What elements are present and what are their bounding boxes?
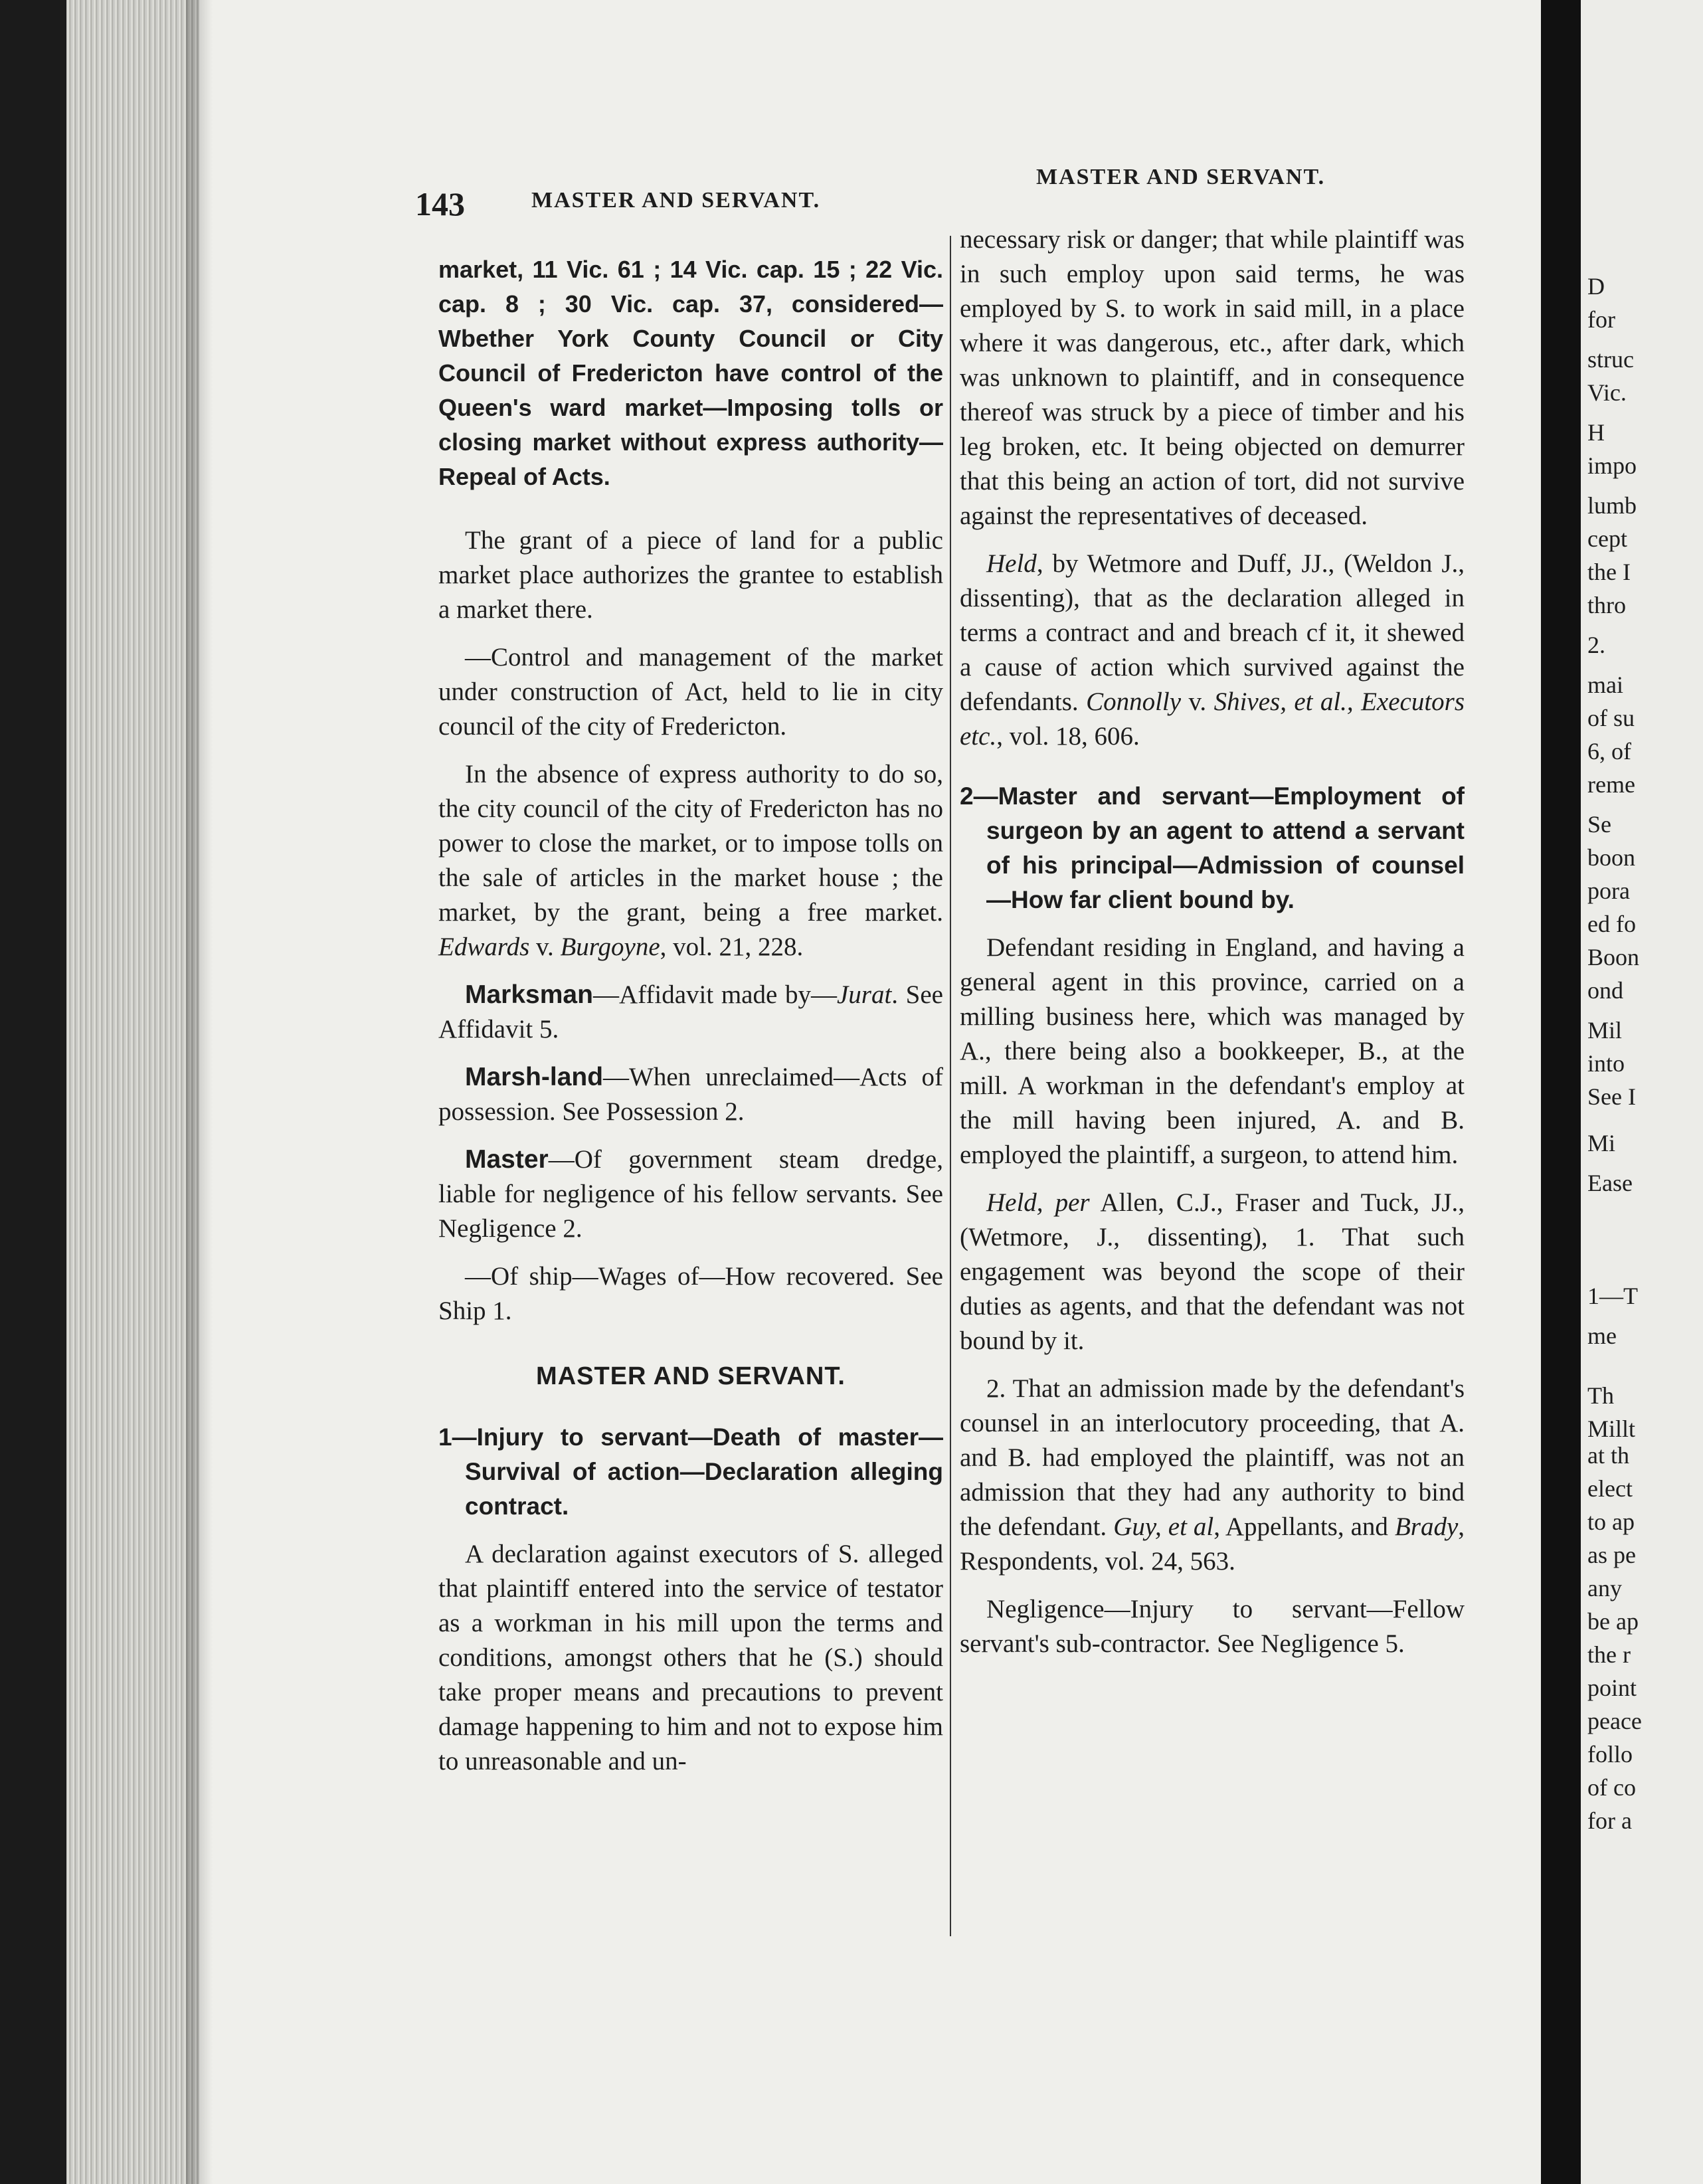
citation-tail: , vol. 18, 606. xyxy=(996,722,1140,751)
case-name: Guy, et al xyxy=(1113,1512,1214,1541)
facing-page-text: to ap xyxy=(1587,1508,1635,1535)
facing-page-text: 6, of xyxy=(1587,738,1631,765)
paragraph: —Control and management of the market under construction of Act, held to lie in city council of the city of Fredericton. xyxy=(438,643,943,741)
subheading: 1—Injury to servant—Death of master—Survival of action—Declaration alleging contract. xyxy=(438,1423,943,1520)
paragraph-text: 2. That an admission made by the defendant's counsel in an interlocutory proceeding, that A. and B. had employed the plaintiff, was not an admission that they had any authority to bind the defendant. xyxy=(960,1374,1465,1541)
case-name: Shives, et al., Executors etc. xyxy=(960,687,1465,751)
facing-page-text: any xyxy=(1587,1575,1622,1601)
facing-page-text: peace xyxy=(1587,1708,1642,1734)
facing-page-text: the I xyxy=(1587,559,1631,585)
facing-page-text: be ap xyxy=(1587,1608,1639,1635)
book-gutter xyxy=(1541,0,1581,2184)
page-shadow xyxy=(186,0,213,2184)
entry-label: Master xyxy=(465,1145,549,1174)
facing-page-text: ed fo xyxy=(1587,911,1636,937)
case-name: Burgoyne xyxy=(560,933,660,961)
facing-page-text: ond xyxy=(1587,977,1623,1004)
entry-label: Marksman xyxy=(465,980,593,1009)
right-column xyxy=(960,223,1465,1675)
citation-tail: , vol. 21, 228. xyxy=(660,933,804,961)
column-rule xyxy=(950,236,951,1936)
facing-page-text: for a xyxy=(1587,1807,1632,1834)
index-entry xyxy=(438,1060,943,1129)
citation-v: v. xyxy=(529,933,561,961)
paragraph: A declaration against executors of S. alleged that plaintiff entered into the service of testator as a workman in his mill upon the terms and conditions, amongst others that he (S.) should take proper means and precautions to prevent damage happening to him and not to expose him to unreasonable and un- xyxy=(438,1540,943,1775)
paragraph xyxy=(960,1186,1465,1358)
paragraph xyxy=(438,757,943,964)
entry-text: . See Affidavit 5. xyxy=(438,980,943,1044)
facing-page-text: cept xyxy=(1587,525,1627,552)
facing-page-text: boon xyxy=(1587,844,1635,871)
citation-v: v. xyxy=(1181,687,1214,716)
entry-text: —Affidavit made by— xyxy=(592,980,837,1009)
index-entry xyxy=(438,1142,943,1246)
left-column xyxy=(438,252,943,1792)
facing-page-text: Mil xyxy=(1587,1017,1623,1044)
citation-mid: , Appellants, and xyxy=(1213,1512,1395,1541)
index-entry: Negligence—Injury to servant—Fellow servant's sub-contractor. See Negligence 5. xyxy=(960,1595,1465,1658)
facing-page-fragment xyxy=(1581,0,1703,2184)
facing-page-text: Th xyxy=(1587,1382,1614,1409)
facing-page-text: See I xyxy=(1587,1083,1636,1110)
facing-page-text: Boon xyxy=(1587,944,1640,970)
index-entry: —Of ship—Wages of—How recovered. See Ship 1. xyxy=(438,1262,943,1325)
case-name: Brady xyxy=(1394,1512,1459,1541)
facing-page-text: follo xyxy=(1587,1741,1633,1768)
paragraph xyxy=(960,1372,1465,1579)
entry-text: —When unreclaimed—Acts of possession. See Possession 2. xyxy=(438,1063,943,1126)
held-word: Held, per xyxy=(986,1188,1090,1217)
facing-page-text: reme xyxy=(1587,771,1635,798)
running-head-left: MASTER AND SERVANT. xyxy=(531,188,821,213)
facing-page-text: mai xyxy=(1587,672,1623,698)
paragraph xyxy=(960,547,1465,754)
paragraph: necessary risk or danger; that while plaintiff was in such employ upon said terms, he was employed by S. to work in said mill, in a place where it was dangerous, etc., after dark, which was unknown to plaintiff, and in consequence thereof was struck by a piece of timber and his leg broken, etc. It being objected on demurrer that this being an action of tort, did not survive against the representatives of deceased. xyxy=(960,225,1465,530)
entry-text: —Of government steam dredge, liable for negligence of his fellow servants. See Negligence 2. xyxy=(438,1145,943,1243)
facing-page-text: as pe xyxy=(1587,1542,1636,1568)
paragraph-text: In the absence of express authority to do so, the city council of the city of Fredericton has no power to close the market, or to impose tolls on the sale of articles in the market house ; the market, by the grant, being a free market. xyxy=(438,760,943,927)
facing-page-text: Mi xyxy=(1587,1130,1616,1156)
facing-page-text: thro xyxy=(1587,592,1626,618)
facing-page-text: H xyxy=(1587,419,1605,446)
facing-page-text: point xyxy=(1587,1675,1637,1701)
entry-italic: Jurat xyxy=(836,980,892,1009)
running-head-right: MASTER AND SERVANT. xyxy=(1036,165,1326,189)
case-name: Connolly xyxy=(1086,687,1182,716)
facing-page-text: lumb xyxy=(1587,492,1637,519)
facing-page-text: Vic. xyxy=(1587,379,1627,406)
case-name: Edwards xyxy=(438,933,530,961)
facing-page-text: at th xyxy=(1587,1442,1629,1469)
facing-page-text: the r xyxy=(1587,1641,1631,1668)
facing-page-text: impo xyxy=(1587,452,1637,479)
facing-page-text: D xyxy=(1587,273,1605,300)
facing-page-text: me xyxy=(1587,1322,1617,1349)
facing-page-text: Millt xyxy=(1587,1415,1636,1442)
paragraph-text: Allen, C.J., Fraser and Tuck, JJ., (Wetmore, J., dissenting), 1. That such engagement was beyond the scope of their duties as agents, and that the defendant was not bound by it. xyxy=(960,1188,1465,1355)
page-number: 143 xyxy=(415,185,465,223)
facing-page-text: Ease xyxy=(1587,1170,1633,1196)
entry-label: Marsh-land xyxy=(465,1063,604,1091)
paragraph-text: , by Wetmore and Duff, JJ., (Weldon J., dissenting), that as the declaration alleged in terms a contract and and breach cf it, it shewed a cause of action which survived against the defendants. xyxy=(960,549,1465,716)
facing-page-text: into xyxy=(1587,1050,1625,1077)
facing-page-text: pora xyxy=(1587,877,1630,904)
page-stack-edge xyxy=(66,0,199,2184)
citation-tail: , Respondents, vol. 24, 563. xyxy=(960,1512,1465,1576)
facing-page-text: for xyxy=(1587,306,1615,333)
continued-heading: market, 11 Vic. 61 ; 14 Vic. cap. 15 ; 22 Vic. cap. 8 ; 30 Vic. cap. 37, considered—Wbether York County Council or City Council of Fredericton have control of the Queen's ward market—Imposing tolls or closing market without express authority—Repeal of Acts. xyxy=(438,256,943,490)
facing-page-text: 2. xyxy=(1587,632,1605,658)
paragraph: Defendant residing in England, and having a general agent in this province, carried on a milling business here, which was managed by A., there being also a bookkeeper, B., at the mill. A workman in the defendant's employ at the mill having been injured, A. and B. employed the plaintiff, a surgeon, to attend him. xyxy=(960,933,1465,1169)
facing-page-text: Se xyxy=(1587,811,1611,838)
paragraph: The grant of a piece of land for a public market place authorizes the grantee to establish a market there. xyxy=(438,526,943,624)
facing-page-text: of su xyxy=(1587,705,1635,731)
section-title: MASTER AND SERVANT. xyxy=(536,1362,846,1390)
facing-page-text: 1—T xyxy=(1587,1283,1638,1309)
facing-page-text: struc xyxy=(1587,346,1634,373)
subheading: 2—Master and servant—Employment of surgeon by an agent to attend a servant of his principal—Admission of counsel—How far client bound by. xyxy=(960,782,1465,913)
index-entry xyxy=(438,978,943,1047)
held-word: Held xyxy=(986,549,1037,578)
facing-page-text: of co xyxy=(1587,1774,1636,1801)
facing-page-text: elect xyxy=(1587,1475,1633,1502)
